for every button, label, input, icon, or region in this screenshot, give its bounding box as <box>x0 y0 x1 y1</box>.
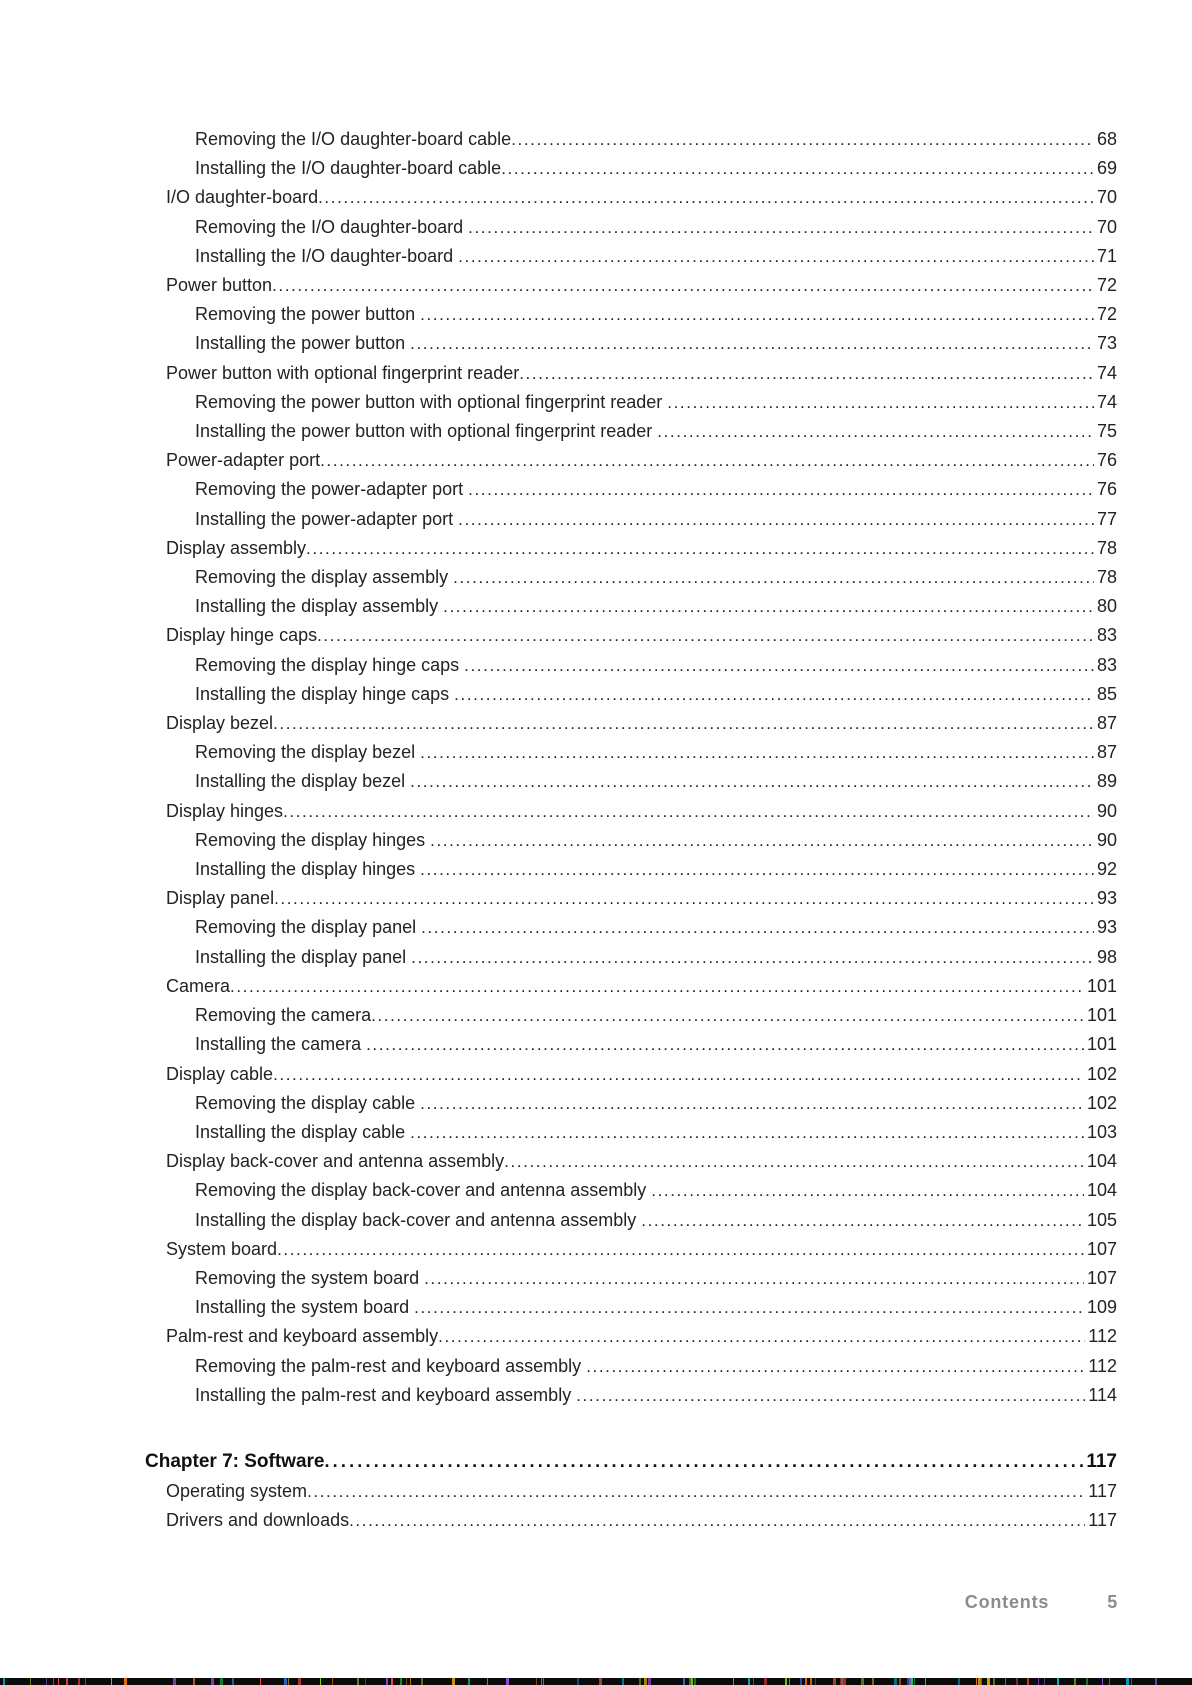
toc-entry-label: Installing the display bezel <box>195 771 411 792</box>
artifact-speckle <box>487 1678 488 1685</box>
toc-entry[interactable] <box>145 1060 1117 1089</box>
toc-entry[interactable] <box>145 329 1117 358</box>
toc-page-number: 74 <box>1096 362 1117 383</box>
artifact-speckle <box>1086 1678 1088 1685</box>
artifact-speckle <box>421 1678 423 1685</box>
toc-page-number: 74 <box>1096 391 1117 412</box>
toc-entry-label: Installing the display cable <box>195 1121 411 1142</box>
toc-entry[interactable] <box>145 738 1117 767</box>
artifact-speckle <box>599 1678 602 1685</box>
artifact-speckle <box>211 1678 214 1685</box>
toc-entry-label: Display hinges <box>166 800 284 821</box>
artifact-speckle <box>925 1678 926 1685</box>
toc-entry[interactable] <box>145 972 1117 1001</box>
toc-entry[interactable] <box>145 621 1117 650</box>
toc-entry-label: Display back-cover and antenna assembly <box>166 1151 505 1172</box>
toc-entry-label: Display assembly <box>166 537 307 558</box>
toc-entry-label: Removing the power button with optional fingerprint reader <box>195 391 668 412</box>
toc-page-number: 78 <box>1096 567 1117 588</box>
toc-entry[interactable] <box>145 271 1117 300</box>
toc-page-number: 101 <box>1086 975 1117 996</box>
dot-leader <box>430 826 1094 855</box>
chapter-heading-row[interactable] <box>145 1446 1117 1477</box>
toc-page-number: 93 <box>1096 917 1117 938</box>
dot-leader <box>420 1089 1084 1118</box>
toc-entry-label: Removing the display assembly <box>195 567 454 588</box>
toc-entry[interactable] <box>145 1089 1117 1118</box>
toc-entry[interactable] <box>145 943 1117 972</box>
toc-entry[interactable] <box>145 767 1117 796</box>
toc-page-number: 112 <box>1088 1326 1117 1347</box>
dot-leader <box>420 738 1094 767</box>
artifact-speckle <box>733 1678 734 1685</box>
toc-page-number: 70 <box>1096 216 1117 237</box>
dot-leader <box>454 680 1094 709</box>
toc-entry-label: Installing the power-adapter port <box>195 508 459 529</box>
artifact-speckle <box>46 1678 47 1685</box>
dot-leader <box>320 446 1094 475</box>
dot-leader <box>657 417 1094 446</box>
toc-page-number: 87 <box>1096 742 1117 763</box>
toc-entry-label: Removing the display hinge caps <box>195 654 465 675</box>
dot-leader <box>421 913 1094 942</box>
toc-page-number: 102 <box>1086 1092 1117 1113</box>
toc-entry[interactable] <box>145 213 1117 242</box>
toc-page-number: 69 <box>1096 158 1117 179</box>
dot-leader <box>420 855 1094 884</box>
toc-entry-label: Removing the display back-cover and antenna assembly <box>195 1180 652 1201</box>
toc-entry-label: Display panel <box>166 888 275 909</box>
artifact-speckle <box>894 1678 897 1685</box>
artifact-speckle <box>840 1678 843 1685</box>
toc-entry[interactable] <box>145 884 1117 913</box>
artifact-speckle <box>220 1678 223 1685</box>
toc-entry-label: Power-adapter port <box>166 450 321 471</box>
toc-entry-label: Removing the display hinges <box>195 829 431 850</box>
toc-entry-label: Removing the display cable <box>195 1092 421 1113</box>
toc-entry[interactable] <box>145 826 1117 855</box>
toc-entry[interactable] <box>145 709 1117 738</box>
toc-page-number: 87 <box>1096 713 1117 734</box>
artifact-speckle <box>232 1678 234 1685</box>
toc-entry-label: Display bezel <box>166 713 274 734</box>
artifact-speckle <box>173 1678 176 1685</box>
dot-leader <box>414 1293 1084 1322</box>
artifact-speckle <box>872 1678 874 1685</box>
dot-leader <box>230 972 1084 1001</box>
artifact-speckle <box>66 1678 68 1685</box>
dot-leader <box>366 1030 1084 1059</box>
toc-entry[interactable] <box>145 1381 1117 1410</box>
dot-leader <box>511 125 1094 154</box>
artifact-speckle <box>124 1678 127 1685</box>
toc-entry-label: Installing the display hinge caps <box>195 683 455 704</box>
dot-leader <box>501 154 1094 183</box>
toc-entry[interactable] <box>145 592 1117 621</box>
dot-leader <box>410 1118 1084 1147</box>
toc-entry[interactable] <box>145 125 1117 154</box>
artifact-speckle <box>899 1678 901 1685</box>
toc-entry-label: Removing the I/O daughter-board cable <box>195 129 512 149</box>
toc-entry[interactable] <box>145 1206 1117 1235</box>
artifact-speckle <box>1038 1678 1039 1685</box>
dot-leader <box>504 1147 1084 1176</box>
toc-page-number: 90 <box>1096 800 1117 821</box>
toc-entry[interactable] <box>145 1352 1117 1381</box>
artifact-speckle <box>320 1678 321 1685</box>
dot-leader <box>443 592 1094 621</box>
artifact-speckle <box>785 1678 787 1685</box>
toc-entry-label: Removing the display panel <box>195 917 422 938</box>
toc-entry-label: Operating system <box>166 1480 308 1501</box>
toc-page-number: 76 <box>1096 450 1117 471</box>
artifact-speckle <box>1109 1678 1110 1685</box>
toc-entry-label: Drivers and downloads <box>166 1510 350 1531</box>
artifact-speckle <box>683 1678 685 1685</box>
toc-entry[interactable] <box>145 475 1117 504</box>
toc-entry[interactable] <box>145 1176 1117 1205</box>
toc-page-number: 75 <box>1096 421 1117 442</box>
toc-entry-label: Removing the palm-rest and keyboard assembly <box>195 1355 587 1376</box>
toc-page-number: 104 <box>1086 1151 1117 1172</box>
artifact-speckle <box>58 1678 59 1685</box>
toc-entry[interactable] <box>145 680 1117 709</box>
artifact-speckle <box>694 1678 696 1685</box>
artifact-speckle <box>406 1678 407 1685</box>
toc-entry-label: Display hinge caps <box>166 625 318 646</box>
artifact-speckle <box>753 1678 754 1685</box>
toc-entry-label: I/O daughter-board <box>166 187 319 208</box>
toc-page-number: 103 <box>1086 1121 1117 1142</box>
artifact-speckle <box>648 1678 651 1685</box>
toc-entry[interactable] <box>145 1235 1117 1264</box>
toc-entry-label: Installing the display hinges <box>195 859 421 880</box>
toc-main-section <box>145 125 1117 1410</box>
toc-entry-label: Installing the display panel <box>195 946 412 967</box>
toc-entry-label: Installing the palm-rest and keyboard assembly <box>195 1384 577 1405</box>
toc-entry[interactable] <box>145 359 1117 388</box>
toc-page-number: 117 <box>1088 1480 1117 1501</box>
artifact-speckle <box>53 1678 54 1685</box>
toc-entry-label: Installing the system board <box>195 1297 415 1318</box>
toc-page-number: 70 <box>1096 187 1117 208</box>
toc-page-number: 112 <box>1088 1355 1117 1376</box>
artifact-speckle <box>1074 1678 1076 1685</box>
toc-entry[interactable] <box>145 300 1117 329</box>
artifact-speckle <box>468 1678 470 1685</box>
dot-leader <box>349 1506 1085 1535</box>
artifact-speckle <box>365 1678 366 1685</box>
footer <box>965 1592 1118 1613</box>
toc-entry-label: Power button with optional fingerprint reader <box>166 362 520 383</box>
dot-leader <box>586 1352 1085 1381</box>
artifact-speckle <box>1131 1678 1132 1685</box>
toc-entry-label: Removing the I/O daughter-board <box>195 216 469 237</box>
toc-entry[interactable] <box>145 1293 1117 1322</box>
artifact-speckle <box>843 1678 846 1685</box>
artifact-speckle <box>861 1678 864 1685</box>
artifact-speckle <box>810 1678 812 1685</box>
dot-leader <box>318 183 1094 212</box>
toc-page-number: 114 <box>1088 1384 1117 1405</box>
dot-leader <box>468 475 1094 504</box>
artifact-speckle <box>748 1678 750 1685</box>
dot-leader <box>458 505 1094 534</box>
dot-leader <box>576 1381 1085 1410</box>
dot-leader <box>371 1001 1084 1030</box>
render-artifact-bar <box>0 1678 1192 1685</box>
toc-page-number: 83 <box>1096 625 1117 646</box>
toc-page-number: 90 <box>1096 829 1117 850</box>
artifact-speckle <box>815 1678 816 1685</box>
dot-leader <box>458 242 1094 271</box>
toc-entry-label: Removing the camera <box>195 1005 372 1026</box>
toc-page-number: 107 <box>1086 1238 1117 1259</box>
artifact-speckle <box>386 1678 388 1685</box>
artifact-speckle <box>332 1678 333 1685</box>
toc-page-number: 104 <box>1086 1180 1117 1201</box>
toc-entry[interactable] <box>145 797 1117 826</box>
toc-entry[interactable] <box>145 417 1117 446</box>
toc-entry-label: Palm-rest and keyboard assembly <box>166 1326 439 1347</box>
toc-entry-label: Removing the display bezel <box>195 742 421 763</box>
dot-leader <box>283 797 1094 826</box>
artifact-speckle <box>800 1678 802 1685</box>
toc-entry[interactable] <box>145 1147 1117 1176</box>
dot-leader <box>317 621 1094 650</box>
toc-entry-label: Installing the power button with optional fingerprint reader <box>195 421 658 442</box>
toc-page-number: 102 <box>1086 1063 1117 1084</box>
toc-entry[interactable] <box>145 154 1117 183</box>
footer-page-number: 5 <box>1107 1592 1118 1612</box>
artifact-speckle <box>391 1678 393 1685</box>
toc-entry[interactable] <box>145 913 1117 942</box>
artifact-speckle <box>1016 1678 1018 1685</box>
toc-entry[interactable] <box>145 1264 1117 1293</box>
toc-page-number: 72 <box>1096 304 1117 325</box>
toc-page-number: 101 <box>1086 1005 1117 1026</box>
artifact-speckle <box>833 1678 836 1685</box>
artifact-speckle <box>452 1678 455 1685</box>
toc-page-number: 71 <box>1096 245 1117 266</box>
toc-entry[interactable] <box>145 446 1117 475</box>
dot-leader <box>519 359 1094 388</box>
artifact-speckle <box>789 1678 790 1685</box>
dot-leader <box>272 271 1094 300</box>
toc-entry[interactable] <box>145 1477 1117 1506</box>
dot-leader <box>410 767 1094 796</box>
artifact-speckle <box>78 1678 80 1685</box>
toc-page-number: 105 <box>1086 1209 1117 1230</box>
toc-entry-label: Camera <box>166 975 231 996</box>
artifact-speckle <box>3 1678 5 1685</box>
toc-page-number: 68 <box>1096 129 1117 149</box>
toc-page-number: 85 <box>1096 683 1117 704</box>
toc-page-number: 77 <box>1096 508 1117 529</box>
toc-entry-label: Removing the power-adapter port <box>195 479 469 500</box>
toc-page-number: 80 <box>1096 596 1117 617</box>
toc-entry-label: Installing the I/O daughter-board cable <box>195 158 502 179</box>
artifact-speckle <box>1126 1678 1129 1685</box>
artifact-speckle <box>260 1678 261 1685</box>
toc-entry[interactable] <box>145 563 1117 592</box>
toc-entry-label: Removing the power button <box>195 304 421 325</box>
artifact-speckle <box>111 1678 112 1685</box>
artifact-speckle <box>193 1678 195 1685</box>
toc-entry[interactable] <box>145 505 1117 534</box>
artifact-speckle <box>298 1678 301 1685</box>
dot-leader <box>411 943 1094 972</box>
toc-entry-label: Installing the I/O daughter-board <box>195 245 459 266</box>
toc-chapter-section <box>145 1446 1117 1535</box>
artifact-speckle <box>1005 1678 1006 1685</box>
artifact-speckle <box>1044 1678 1045 1685</box>
toc-page-number: 76 <box>1096 479 1117 500</box>
toc-list <box>145 125 1117 1535</box>
dot-leader <box>424 1264 1084 1293</box>
toc-page-number: 117 <box>1086 1450 1117 1472</box>
artifact-speckle <box>639 1678 641 1685</box>
artifact-speckle <box>976 1678 977 1685</box>
artifact-speckle <box>1057 1678 1059 1685</box>
toc-page-number: 72 <box>1096 275 1117 296</box>
toc-page-number: 109 <box>1086 1297 1117 1318</box>
artifact-speckle <box>1027 1678 1029 1685</box>
toc-entry-label: Removing the system board <box>195 1267 425 1288</box>
artifact-speckle <box>914 1678 915 1685</box>
artifact-speckle <box>536 1678 537 1685</box>
toc-entry[interactable] <box>145 1030 1117 1059</box>
toc-entry[interactable] <box>145 183 1117 212</box>
toc-entry[interactable] <box>145 388 1117 417</box>
toc-page-number: 101 <box>1086 1034 1117 1055</box>
artifact-speckle <box>911 1678 913 1685</box>
dot-leader <box>277 1235 1084 1264</box>
dot-leader <box>453 563 1094 592</box>
artifact-speckle <box>958 1678 960 1685</box>
dot-leader <box>273 709 1094 738</box>
footer-section-label: Contents <box>964 1592 1050 1612</box>
artifact-speckle <box>987 1678 990 1685</box>
toc-entry[interactable] <box>145 855 1117 884</box>
dot-leader <box>324 1446 1083 1477</box>
artifact-speckle <box>357 1678 359 1685</box>
dot-leader <box>651 1176 1084 1205</box>
artifact-speckle <box>85 1678 86 1685</box>
artifact-speckle <box>993 1678 995 1685</box>
dot-leader <box>420 300 1094 329</box>
artifact-speckle <box>410 1678 411 1685</box>
artifact-speckle <box>644 1678 647 1685</box>
dot-leader <box>273 1060 1084 1089</box>
toc-entry-label: Display cable <box>166 1063 274 1084</box>
toc-page-number: 98 <box>1096 946 1117 967</box>
toc-entry-label: System board <box>166 1238 278 1259</box>
dot-leader <box>468 213 1094 242</box>
toc-page-number: 78 <box>1096 537 1117 558</box>
artifact-speckle <box>400 1678 402 1685</box>
artifact-speckle <box>288 1678 289 1685</box>
toc-entry[interactable] <box>145 1001 1117 1030</box>
artifact-speckle <box>541 1678 542 1685</box>
dot-leader <box>438 1322 1085 1351</box>
toc-entry[interactable] <box>145 1118 1117 1147</box>
toc-entry[interactable] <box>145 651 1117 680</box>
toc-entry[interactable] <box>145 534 1117 563</box>
artifact-speckle <box>1102 1678 1103 1685</box>
toc-entry-label: Power button <box>166 275 273 296</box>
toc-page-number: 117 <box>1088 1510 1117 1531</box>
toc-page-number: 93 <box>1096 888 1117 909</box>
toc-page-number: 92 <box>1096 859 1117 880</box>
artifact-speckle <box>1155 1678 1157 1685</box>
toc-page-number: 107 <box>1086 1267 1117 1288</box>
artifact-speckle <box>764 1678 767 1685</box>
artifact-speckle <box>577 1678 579 1685</box>
toc-page-number: 89 <box>1096 771 1117 792</box>
toc-page-number: 73 <box>1096 333 1117 354</box>
artifact-speckle <box>980 1678 982 1685</box>
artifact-speckle <box>30 1678 31 1685</box>
artifact-speckle <box>805 1678 807 1685</box>
toc-entry-label: Installing the display back-cover and antenna assembly <box>195 1209 642 1230</box>
toc-page-number: 83 <box>1096 654 1117 675</box>
dot-leader <box>306 534 1094 563</box>
dot-leader <box>667 388 1094 417</box>
toc-entry[interactable] <box>145 1322 1117 1351</box>
dot-leader <box>641 1206 1084 1235</box>
dot-leader <box>410 329 1094 358</box>
dot-leader <box>274 884 1094 913</box>
toc-entry-label: Installing the camera <box>195 1034 367 1055</box>
artifact-speckle <box>506 1678 509 1685</box>
artifact-speckle <box>622 1678 624 1685</box>
toc-entry-label: Chapter 7: Software <box>145 1450 325 1472</box>
artifact-speckle <box>543 1678 544 1685</box>
artifact-speckle <box>689 1678 692 1685</box>
toc-entry-label: Installing the power button <box>195 333 411 354</box>
dot-leader <box>464 651 1094 680</box>
dot-leader <box>307 1477 1085 1506</box>
toc-entry[interactable] <box>145 1506 1117 1535</box>
artifact-speckle <box>284 1678 287 1685</box>
toc-entry-label: Installing the display assembly <box>195 596 444 617</box>
toc-entry[interactable] <box>145 242 1117 271</box>
